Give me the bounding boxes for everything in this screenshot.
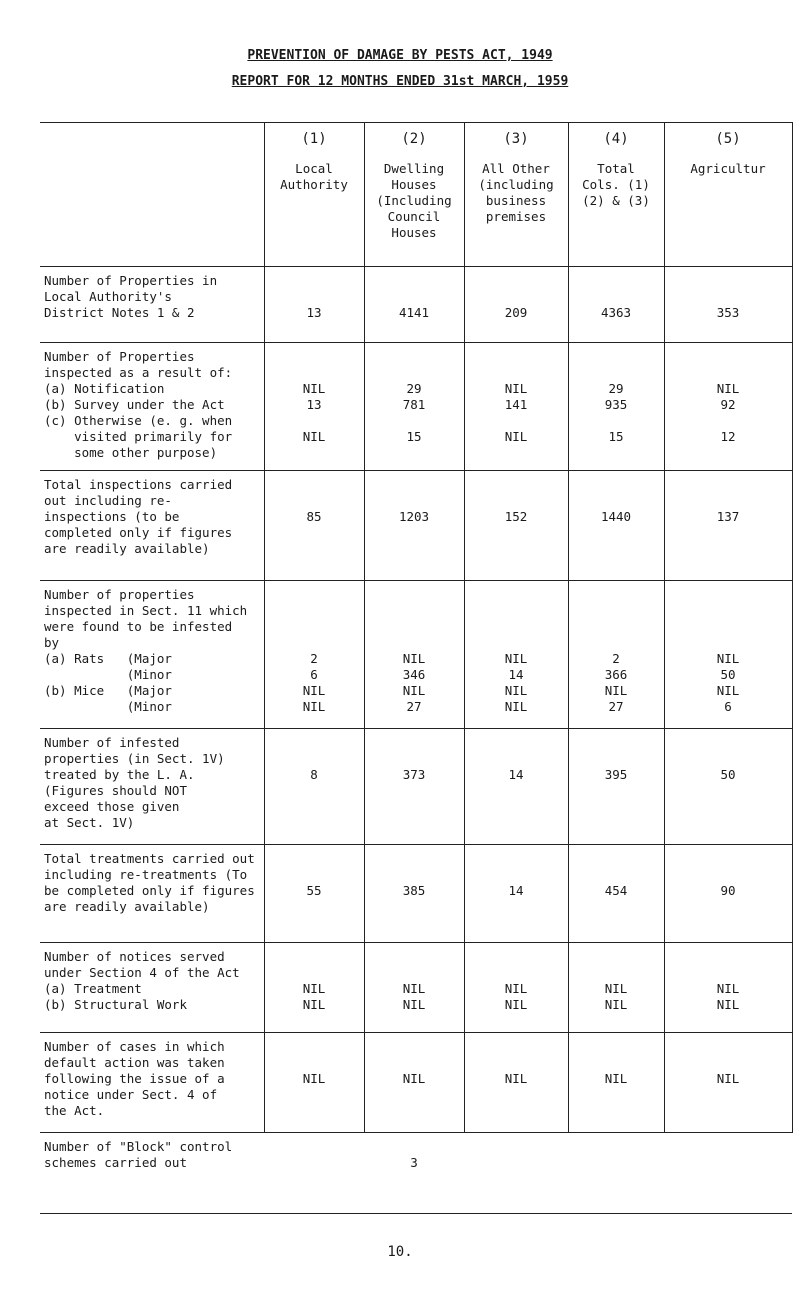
cell-col2: 385 (364, 845, 464, 943)
cell-col4: 1440 (568, 471, 664, 581)
cell-col3: NIL NIL (464, 943, 568, 1033)
row-label: Number of Properties in Local Authority's District Notes 1 & 2 (40, 267, 264, 343)
table-row (40, 845, 792, 943)
cell-col3 (464, 1133, 568, 1193)
row-label: Number of Properties inspected as a result of: (a) Notification (b) Survey under the Act (c) Otherwise (e. g. when visited primarily for some other purpose) (40, 343, 264, 471)
cell-col3: 209 (464, 267, 568, 343)
row-label: Total inspections carried out including re- inspections (to be completed only if figures are readily available) (40, 471, 264, 581)
row-label: Number of properties inspected in Sect. 11 which were found to be infested by (a) Rats (Major (Minor (b) Mice (Major (Minor (40, 581, 264, 729)
column-header-row (40, 123, 792, 267)
cell-col1: 2 6 NIL NIL (264, 581, 364, 729)
cell-col3: NIL 141 NIL (464, 343, 568, 471)
pests-report-table (40, 122, 793, 1193)
cell-col4: 395 (568, 729, 664, 845)
cell-col5: NIL (664, 1033, 792, 1133)
cell-col1: 55 (264, 845, 364, 943)
table-row (40, 343, 792, 471)
table-row (40, 729, 792, 845)
cell-col2: NIL (364, 1033, 464, 1133)
report-subtitle: REPORT FOR 12 MONTHS ENDED 31st MARCH, 1959 (231, 74, 569, 89)
cell-col1: 85 (264, 471, 364, 581)
table-row (40, 581, 792, 729)
cell-col3: 14 (464, 845, 568, 943)
cell-col3: NIL 14 NIL NIL (464, 581, 568, 729)
cell-col4: 2 366 NIL 27 (568, 581, 664, 729)
cell-col3: 14 (464, 729, 568, 845)
cell-col1: NIL (264, 1033, 364, 1133)
bottom-rule (40, 1213, 792, 1214)
cell-col4: 454 (568, 845, 664, 943)
cell-col3: NIL (464, 1033, 568, 1133)
cell-col5: 353 (664, 267, 792, 343)
cell-col2: 1203 (364, 471, 464, 581)
table-row (40, 1133, 792, 1193)
cell-col5: NIL NIL (664, 943, 792, 1033)
table-row (40, 943, 792, 1033)
column-header-1: (1) Local Authority (264, 123, 364, 267)
cell-col2: 3 (410, 1155, 418, 1170)
cell-col1: NIL 13 NIL (264, 343, 364, 471)
cell-col2: 29 781 15 (364, 343, 464, 471)
cell-col5: NIL 50 NIL 6 (664, 581, 792, 729)
row-label: Number of "Block" control schemes carried out (40, 1133, 264, 1193)
column-header-3: (3) All Other (including business premises (464, 123, 568, 267)
row-label: Total treatments carried out including re-treatments (To be completed only if figures are readily available) (40, 845, 264, 943)
column-header-4: (4) Total Cols. (1) (2) & (3) (568, 123, 664, 267)
cell-col2: 4141 (364, 267, 464, 343)
cell-col5: 137 (664, 471, 792, 581)
header-blank-cell (40, 123, 264, 267)
table-row (40, 1033, 792, 1133)
table-row (40, 267, 792, 343)
cell-col4 (568, 1133, 664, 1193)
column-header-2: (2) Dwelling Houses (Including Council Houses (364, 123, 464, 267)
cell-col1: 13 (264, 267, 364, 343)
report-title: PREVENTION OF DAMAGE BY PESTS ACT, 1949 (247, 48, 553, 63)
cell-col5 (664, 1133, 792, 1193)
cell-col2: NIL 346 NIL 27 (364, 581, 464, 729)
cell-col4: NIL NIL (568, 943, 664, 1033)
cell-col5: NIL 92 12 (664, 343, 792, 471)
cell-col1: NIL NIL (264, 943, 364, 1033)
cell-col1: 8 (264, 729, 364, 845)
cell-col5: 50 (664, 729, 792, 845)
cell-col2: 373 (364, 729, 464, 845)
row-label: Number of notices served under Section 4 of the Act (a) Treatment (b) Structural Work (40, 943, 264, 1033)
cell-col4: 29 935 15 (568, 343, 664, 471)
page-number: 10. (387, 1244, 413, 1260)
row-label: Number of infested properties (in Sect. 1V) treated by the L. A. (Figures should NOT exceed those given at Sect. 1V) (40, 729, 264, 845)
cell-col3: 152 (464, 471, 568, 581)
cell-col5: 90 (664, 845, 792, 943)
table-row (40, 471, 792, 581)
cell-col2: NIL NIL (364, 943, 464, 1033)
cell-col4: 4363 (568, 267, 664, 343)
cell-col4: NIL (568, 1033, 664, 1133)
row-label: Number of cases in which default action was taken following the issue of a notice under Sect. 4 of the Act. (40, 1033, 264, 1133)
column-header-5: (5) Agricultur (664, 123, 792, 267)
cell-col1 (264, 1133, 364, 1193)
